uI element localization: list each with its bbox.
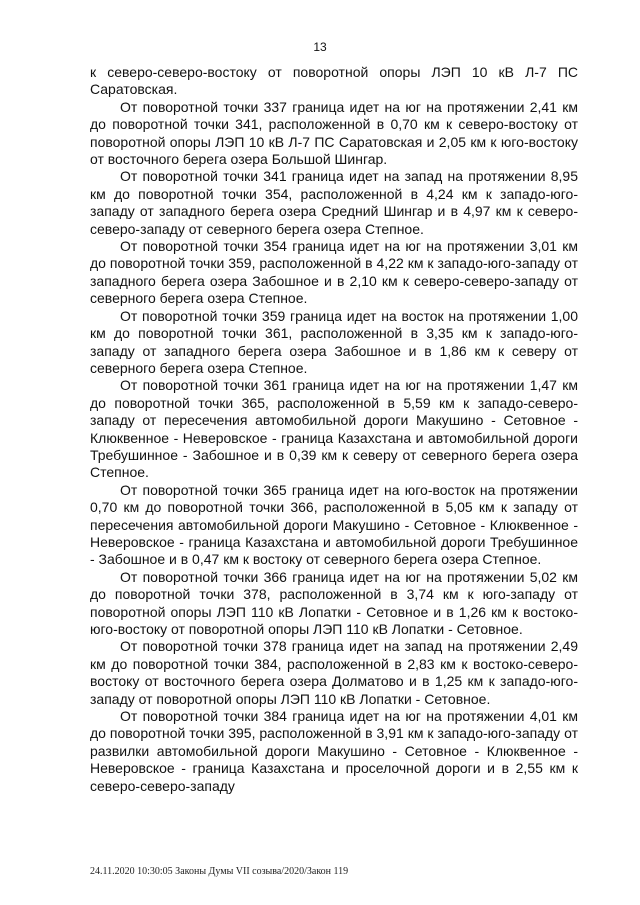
page-number: 13	[313, 40, 327, 54]
paragraph: От поворотной точки 384 граница идет на юг на протяжении 4,01 км до поворотной точки 395, расположенной в 3,91 км к западо-юго-западу от развилки автомобильной дороги Макушино - Сетовное - Клюквенное - Неверовское - граница Казахстана и проселочной дороги и в 2,55 км к северо-северо-западу	[90, 708, 578, 794]
paragraph: к северо-северо-востоку от поворотной опоры ЛЭП 10 кВ Л-7 ПС Саратовская.	[90, 64, 578, 98]
paragraph: От поворотной точки 366 граница идет на юг на протяжении 5,02 км до поворотной точки 378, расположенной в 3,74 км к юго-западу от поворотной опоры ЛЭП 110 кВ Лопатки - Сетовное и в 1,26 км к востоко-юго-востоку от поворотной опоры ЛЭП 110 кВ Лопатки - Сетовное.	[90, 568, 578, 637]
paragraph: От поворотной точки 365 граница идет на юго-восток на протяжении 0,70 км до поворотной точки 366, расположенной в 5,05 км к западу от пересечения автомобильной дороги Макушино - Сетовное - Клюквенное - Неверовское - граница Казахстана и автомобильной дороги Требушинное - Забошное и в 0,47 км к востоку от северного берега озера Степное.	[90, 481, 578, 568]
paragraph: От поворотной точки 337 граница идет на юг на протяжении 2,41 км до поворотной точки 341, расположенной в 0,70 км к северо-востоку от поворотной опоры ЛЭП 10 кВ Л-7 ПС Саратовская и 2,05 км к юго-востоку от восточного берега озера Большой Шингар.	[90, 98, 578, 168]
document-footer: 24.11.2020 10:30:05 Законы Думы VII созыва/2020/Закон 119	[90, 866, 349, 877]
paragraph: От поворотной точки 361 граница идет на юг на протяжении 1,47 км до поворотной точки 365, расположенной в 5,59 км к западо-северо-западу от пересечения автомобильной дороги Макушино - Сетовное - Клюквенное - Неверовское - граница Казахстана и автомобильной дороги Требушинное - Забошное и в 0,39 км к северу от северного берега озера Степное.	[90, 377, 578, 481]
document-body	[90, 64, 578, 795]
paragraph: От поворотной точки 341 граница идет на запад на протяжении 8,95 км до поворотной точки 354, расположенной в 4,24 км к западо-юго-западу от западного берега озера Средний Шингар и в 4,97 км к северо-северо-западу от северного берега озера Степное.	[90, 168, 578, 237]
paragraph: От поворотной точки 378 граница идет на запад на протяжении 2,49 км до поворотной точки 384, расположенной в 2,83 км к востоко-северо-востоку от восточного берега озера Долматово и в 1,25 км к западо-юго-западу от поворотной опоры ЛЭП 110 кВ Лопатки - Сетовное.	[90, 638, 578, 707]
paragraph: От поворотной точки 354 граница идет на юг на протяжении 3,01 км до поворотной точки 359, расположенной в 4,22 км к западо-юго-западу от западного берега озера Забошное и в 2,10 км к северо-северо-западу от северного берега озера Степное.	[90, 238, 578, 307]
paragraph: От поворотной точки 359 граница идет на восток на протяжении 1,00 км до поворотной точки 361, расположенной в 3,35 км к западо-юго-западу от западного берега озера Забошное и в 1,86 км к северу от северного берега озера Степное.	[90, 307, 578, 376]
